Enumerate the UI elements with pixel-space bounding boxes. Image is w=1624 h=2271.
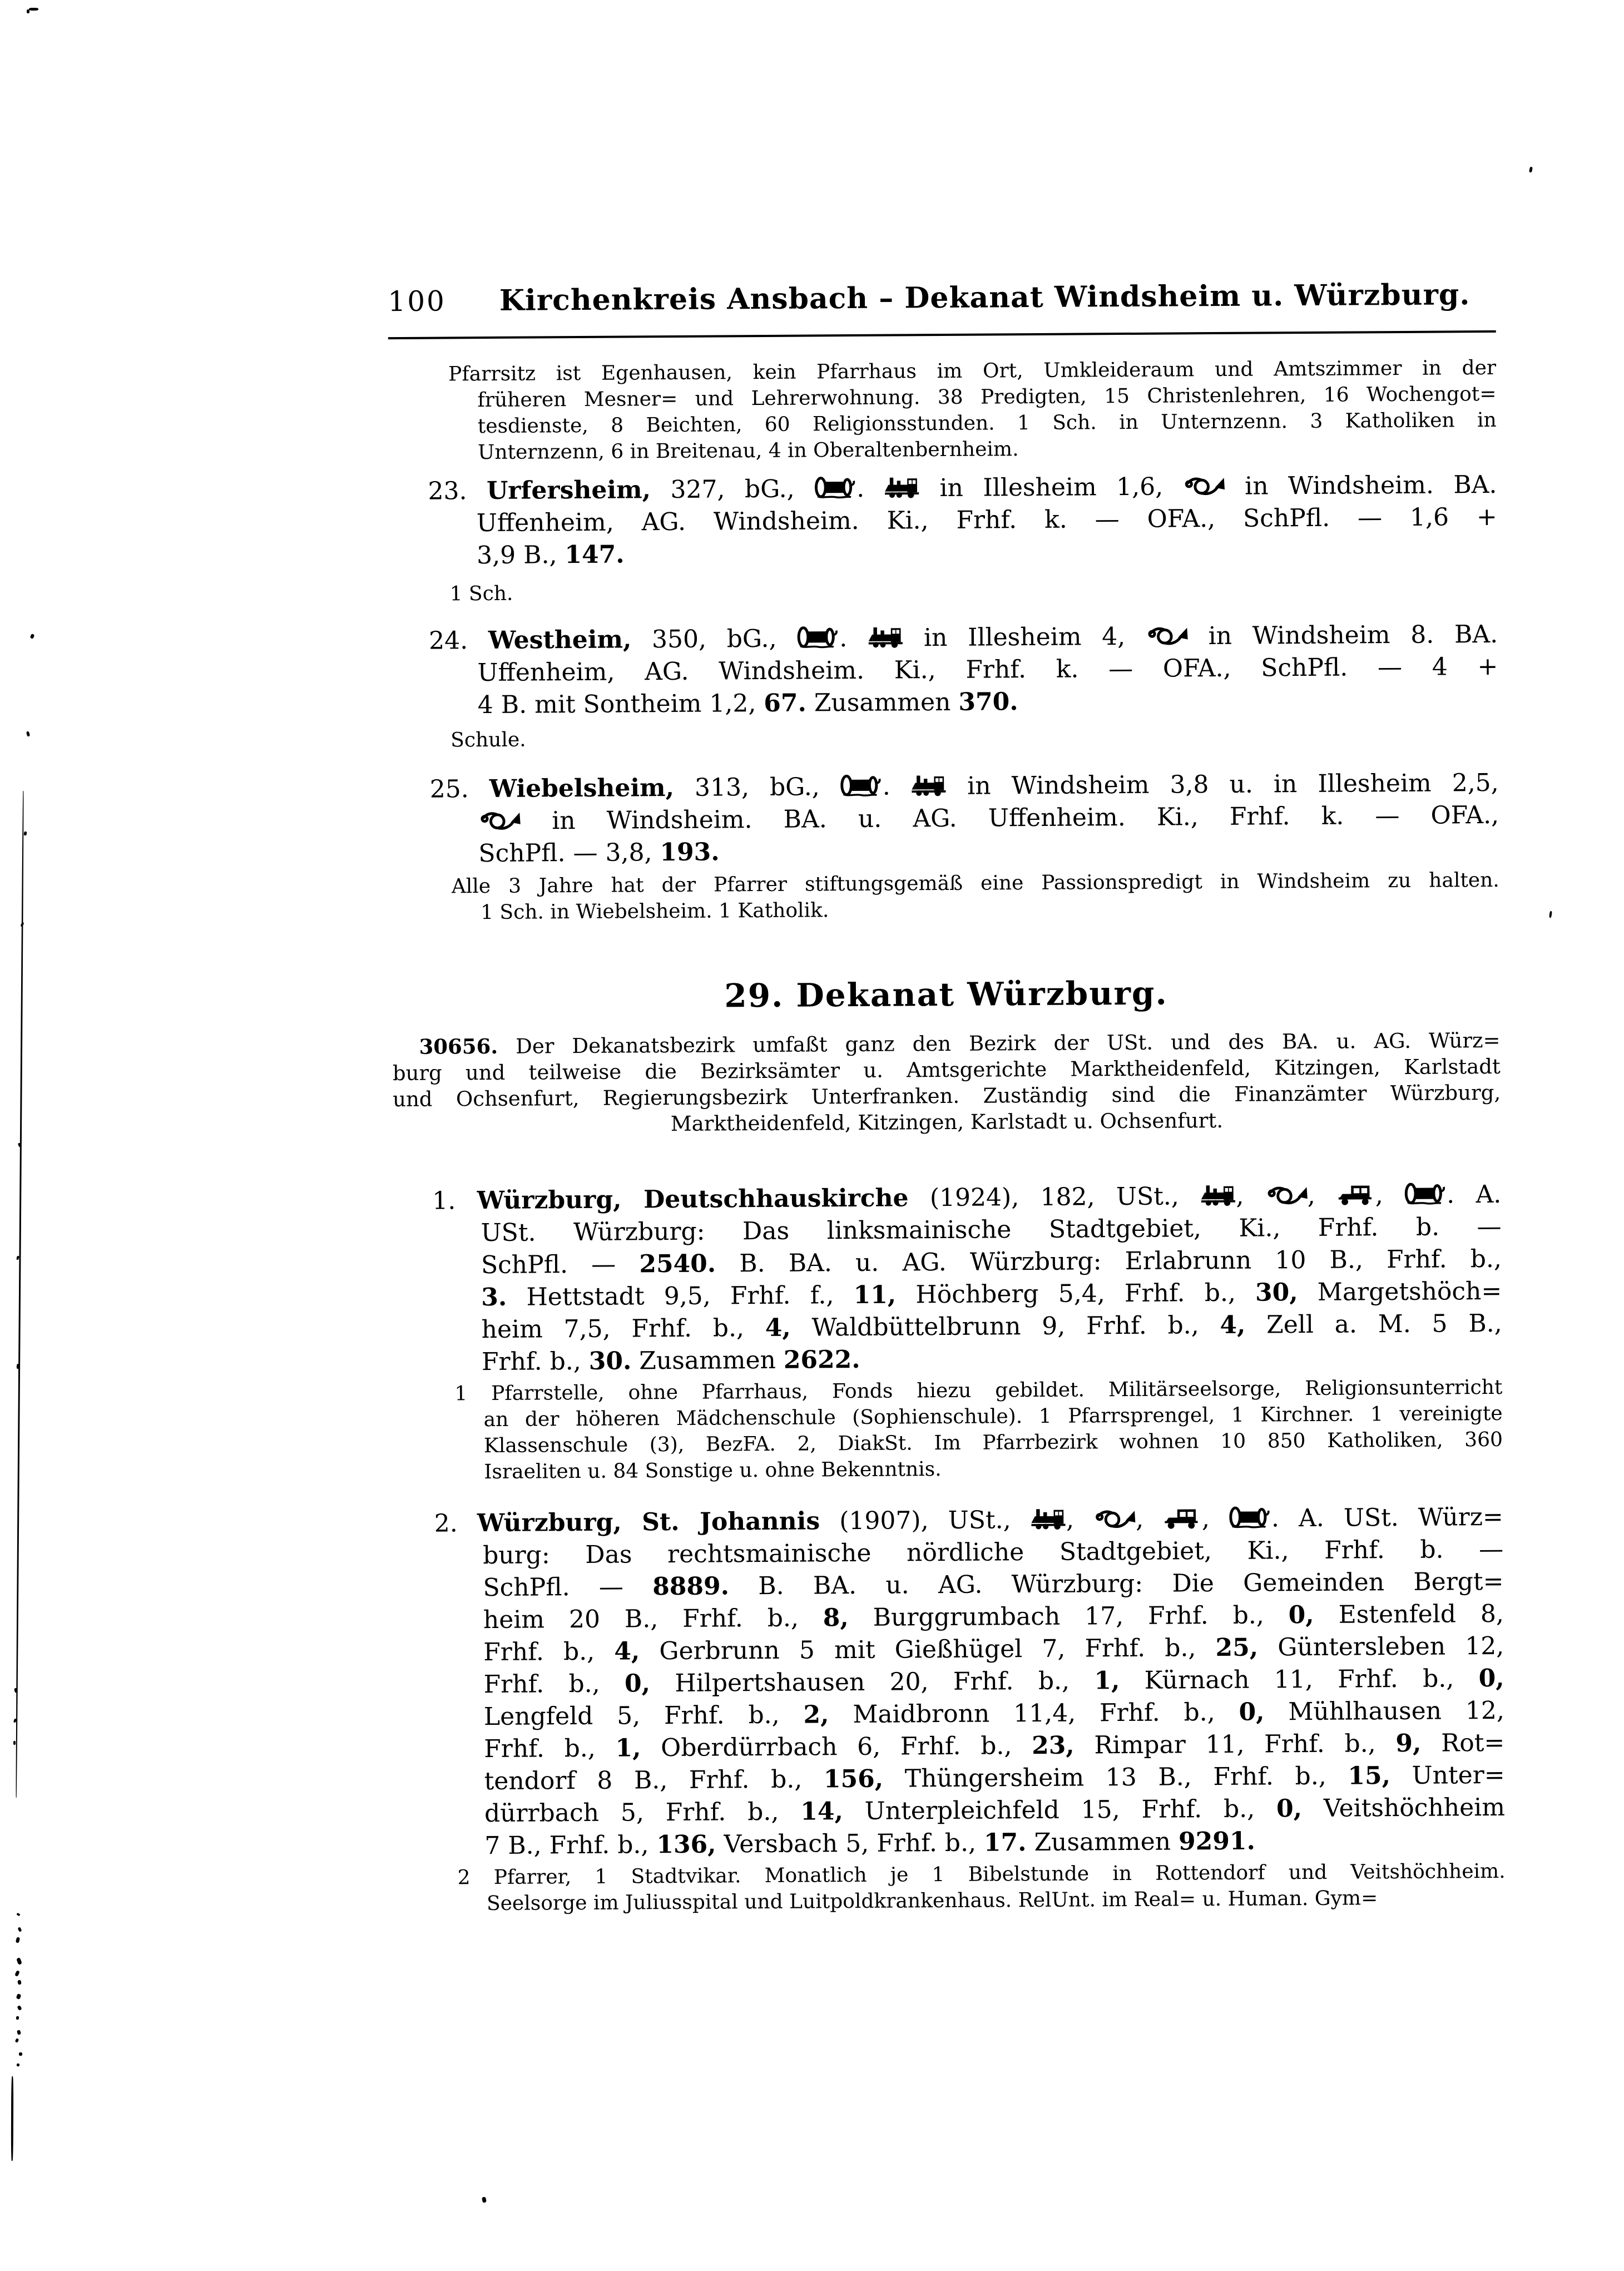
bold-text: 0, (1276, 1794, 1303, 1823)
text-line: 24. Westheim, 350, bG., . in Illesheim 4, in Windsheim 8. BA. (428, 620, 1498, 655)
scan-artifact (11, 2076, 13, 2161)
posthorn-icon (478, 808, 521, 832)
scan-artifact (17, 2030, 21, 2035)
text-line: 7 B., Frhf. b., 136, Versbach 5, Frhf. b., 17. Zusammen 9291. (484, 1827, 1255, 1861)
scan-artifact (15, 2038, 19, 2042)
text-line: Frhf. b., 0, Hilpertshausen 20, Frhf. b., 1, Kürnach 11, Frhf. b., 0, (483, 1664, 1504, 1699)
entry-23-urfersheim (389, 469, 1497, 572)
text-line: und Ochsenfurt, Regierungsbezirk Unterfranken. Zuständig sind die Finanzämter Würzburg, (393, 1080, 1501, 1112)
bold-text: 67. (764, 689, 807, 718)
text-line: Uffenheim, AG. Windsheim. Ki., Frhf. k. — OFA., SchPfl. — 1,6 + (476, 502, 1497, 538)
bold-text: 30656. (419, 1033, 498, 1059)
bold-text: 30, (1255, 1278, 1298, 1307)
bold-text: 14, (800, 1797, 843, 1826)
kraftpost-icon (797, 626, 839, 649)
bold-text: Wiebelsheim, (489, 773, 675, 803)
text-line: 3. Hettstadt 9,5, Frhf. f., 11, Höchberg 5,4, Frhf. b., 30, Margetshöch= (481, 1276, 1502, 1312)
entry-25-wiebelsheim (391, 767, 1499, 870)
bold-text: Urfersheim, (486, 476, 651, 506)
bold-text: 29. Dekanat Würzburg. (724, 974, 1168, 1015)
text-line: Marktheidenfeld, Kitzingen, Karlstadt u. Ochsenfurt. (670, 1108, 1224, 1136)
bold-text: 15, (1348, 1762, 1391, 1790)
scan-artifact (30, 634, 34, 639)
running-header (386, 0, 1496, 318)
kraftpost-icon (1229, 1506, 1271, 1529)
train-icon (1200, 1183, 1236, 1206)
scan-artifact (16, 1937, 20, 1943)
note-entry-25 (392, 867, 1500, 926)
bold-text: 3. (481, 1283, 507, 1312)
entry-number: 25. (429, 774, 489, 804)
text-line: heim 7,5, Frhf. b., 4, Waldbüttelbrunn 9, Frhf. b., 4, Zell a. M. 5 B., (481, 1309, 1502, 1344)
kraftpost-icon (1404, 1182, 1447, 1205)
note-egenhausen (388, 355, 1497, 466)
bold-text: 25, (1215, 1633, 1259, 1663)
text-line: 1 Sch. in Wiebelsheim. 1 Katholik. (480, 899, 829, 924)
posthorn-icon (1183, 473, 1225, 497)
entry-number: 24. (428, 626, 489, 655)
bold-text: 0, (1288, 1600, 1314, 1630)
text-line: in Windsheim. BA. u. AG. Uffenheim. Ki., Frhf. k. — OFA., (478, 799, 1499, 838)
bold-text: 147. (565, 540, 625, 570)
bold-text: 30. (588, 1347, 632, 1376)
entry-number: 1. (432, 1186, 477, 1215)
scan-artifact (1549, 911, 1552, 918)
text-line: Israeliten u. 84 Sonstige u. ohne Bekenntnis. (484, 1458, 942, 1484)
text-line: Frhf. b., 4, Gerbrunn 5 mit Gießhügel 7, Frhf. b., 25, Güntersleben 12, (483, 1631, 1504, 1667)
text-line: Unternzenn, 6 in Breitenau, 4 in Oberaltenbernheim. (477, 438, 1019, 464)
page-number: 100 (388, 285, 447, 318)
train-icon (911, 774, 947, 797)
text-line: Frhf. b., 30. Zusammen 2622. (481, 1345, 860, 1377)
text-line: 1. Würzburg, Deutschhauskirche (1924), 182, USt., , , , . A. (432, 1180, 1502, 1215)
text-line: Frhf. b., 1, Oberdürrbach 6, Frhf. b., 23, Rimpar 11, Frhf. b., 9, Rot= (484, 1728, 1505, 1764)
scan-artifact (29, 8, 38, 11)
bold-text: 8889. (652, 1572, 730, 1601)
bold-text: 2, (803, 1700, 829, 1729)
bold-text: 370. (958, 687, 1018, 716)
entry-24-westheim (390, 619, 1498, 722)
scan-artifact (16, 2016, 19, 2020)
scan-artifact (13, 1741, 16, 1745)
car-icon (1163, 1506, 1202, 1530)
scan-artifact (16, 2063, 19, 2066)
document-body (388, 355, 1506, 1917)
bold-text: 0, (624, 1669, 651, 1698)
text-line: 2. Würzburg, St. Johannis (1907), USt., , , , . A. USt. Würz= (434, 1502, 1503, 1538)
bold-text: 156, (823, 1764, 884, 1794)
scan-artifact (16, 1913, 20, 1916)
section-heading (392, 973, 1500, 1016)
scan-artifact (23, 832, 27, 836)
posthorn-icon (1265, 1183, 1308, 1206)
text-line: Lengfeld 5, Frhf. b., 2, Maidbronn 11,4, Frhf. b., 0, Mühlhausen 12, (483, 1696, 1505, 1731)
bold-text: 11, (853, 1280, 897, 1310)
scan-artifact (26, 731, 30, 737)
entry-number: 2. (434, 1509, 478, 1538)
scan-artifact (482, 2196, 487, 2203)
text-line: Pfarrsitz ist Egenhausen, kein Pfarrhaus im Ort, Umkleideraum und Amtszimmer in der (448, 356, 1497, 386)
text-line: tendorf 8 B., Frhf. b., 156, Thüngersheim 13 B., Frhf. b., 15, Unter= (484, 1760, 1505, 1796)
scan-artifact (19, 2052, 22, 2056)
text-line: burg und teilweise die Bezirksämter u. Amtsgerichte Marktheidenfeld, Kitzingen, Karlstadt (392, 1054, 1501, 1086)
bold-text: 1, (615, 1734, 641, 1763)
note-entry-24 (390, 721, 1498, 754)
bold-text: 9291. (1178, 1827, 1255, 1856)
bold-text: 9, (1395, 1729, 1422, 1758)
kraftpost-icon (814, 476, 856, 499)
bold-text: 1, (1094, 1666, 1120, 1695)
text-line: SchPfl. — 8889. B. BA. u. AG. Würzburg: Die Gemeinden Bergt= (483, 1567, 1504, 1602)
text-line (392, 973, 1500, 1016)
text-line: 3,9 B., 147. (477, 540, 625, 570)
text-line: an der höheren Mädchenschule (Sophienschule). 1 Pfarrsprengel, 1 Kirchner. 1 vereinigte (483, 1402, 1503, 1432)
entry-2-wuerzburg-st-johannis (395, 1501, 1506, 1863)
text-line: 4 B. mit Sontheim 1,2, 67. Zusammen 370. (477, 687, 1018, 720)
scan-artifact (17, 2005, 22, 2011)
bold-text: 4, (1220, 1310, 1246, 1339)
scan-artifact (16, 1957, 22, 1965)
text-line: 23. Urfersheim, 327, bG., . in Illesheim 1,6, in Windsheim. BA. (428, 470, 1497, 506)
bold-text: 2622. (783, 1345, 860, 1374)
posthorn-icon (1146, 624, 1188, 647)
entry-1-wuerzburg-deutschhauskirche (393, 1179, 1502, 1379)
kraftpost-icon (840, 774, 883, 797)
scan-artifact (17, 1980, 21, 1985)
bold-text: 8, (823, 1604, 849, 1632)
footnote-entry-1 (394, 1374, 1503, 1486)
scan-artifact (18, 1927, 22, 1932)
bold-text: 17. (983, 1828, 1027, 1857)
text-line: 25. Wiebelsheim, 313, bG., . in Windsheim 3,8 u. in Illesheim 2,5, (429, 768, 1499, 804)
bold-text: 136, (656, 1830, 716, 1859)
text-line: USt. Würzburg: Das linksmainische Stadtgebiet, Ki., Frhf. b. — (481, 1212, 1502, 1248)
text-line: SchPfl. — 3,8, 193. (478, 838, 720, 868)
train-icon (1031, 1507, 1067, 1530)
text-line: Klassenschule (3), BezFA. 2, DiakSt. Im Pfarrbezirk wohnen 10 850 Katholiken, 360 (483, 1428, 1503, 1458)
text-line: tesdienste, 8 Beichten, 60 Religionsstunden. 1 Sch. in Unternzenn. 3 Katholiken in (477, 408, 1497, 438)
bold-text: 0, (1239, 1698, 1265, 1726)
bold-text: Würzburg, St. Johannis (477, 1507, 820, 1538)
car-icon (1336, 1182, 1375, 1206)
scan-artifact (20, 922, 24, 927)
header-rule (388, 330, 1496, 339)
scan-artifact (1529, 167, 1533, 173)
note-entry-23 (389, 575, 1497, 607)
text-line: Alle 3 Jahre hat der Pfarrer stiftungsgemäß eine Passionspredigt in Windsheim zu halten. (451, 868, 1499, 898)
scan-artifact (16, 1993, 22, 2000)
posthorn-icon (1093, 1507, 1136, 1530)
text-line: Seelsorge im Juliusspital und Luitpoldkrankenhaus. RelUnt. im Real= u. Human. Gym= (486, 1887, 1378, 1916)
footnote-entry-2 (398, 1858, 1506, 1917)
text-line: dürrbach 5, Frhf. b., 14, Unterpleichfeld 15, Frhf. b., 0, Veitshöchheim (484, 1793, 1506, 1828)
bold-text: 4, (614, 1637, 640, 1666)
dekanat-intro (392, 1027, 1501, 1139)
text-line: 30656. Der Dekanatsbezirk umfaßt ganz den Bezirk der USt. und des BA. u. AG. Würz= (419, 1028, 1501, 1059)
entry-number: 23. (428, 477, 487, 506)
text-line: früheren Mesner= und Lehrerwohnung. 38 Predigten, 15 Christenlehren, 16 Wochengot= (477, 382, 1497, 412)
text-line: burg: Das rechtsmainische nördliche Stadtgebiet, Ki., Frhf. b. — (483, 1535, 1504, 1570)
scan-artifact (27, 9, 29, 13)
text-line: 2 Pfarrer, 1 Stadtvikar. Monatlich je 1 Bibelstunde in Rottendorf und Veitshöchheim. (457, 1859, 1506, 1889)
bold-text: 4, (765, 1313, 791, 1342)
text-line: Schule. (450, 728, 526, 752)
bold-text: Westheim, (488, 625, 632, 655)
text-line: 1 Sch. (449, 582, 513, 606)
text-line: heim 20 B., Frhf. b., 8, Burggrumbach 17, Frhf. b., 0, Estenfeld 8, (483, 1599, 1504, 1635)
bold-text: 2540. (639, 1249, 716, 1279)
bold-text: Würzburg, Deutschhauskirche (477, 1184, 909, 1215)
bold-text: 0, (1478, 1664, 1504, 1693)
bold-text: 193. (660, 838, 720, 867)
bold-text: 23, (1031, 1731, 1075, 1760)
running-title: Kirchenkreis Ansbach – Dekanat Windsheim u. Würzburg. (499, 278, 1470, 318)
train-icon (868, 625, 904, 649)
text-line: 1 Pfarrstelle, ohne Pfarrhaus, Fonds hiezu gebildet. Militärseelsorge, Religionsunterricht (454, 1376, 1503, 1406)
scan-artifact (16, 791, 24, 1798)
text-line: Uffenheim, AG. Windsheim. Ki., Frhf. k. — OFA., SchPfl. — 4 + (477, 652, 1498, 687)
train-icon (884, 476, 920, 499)
text-line: SchPfl. — 2540. B. BA. u. AG. Würzburg: Erlabrunn 10 B., Frhf. b., (481, 1244, 1502, 1280)
page-content (386, 0, 1506, 1917)
scan-artifact (14, 1970, 20, 1977)
